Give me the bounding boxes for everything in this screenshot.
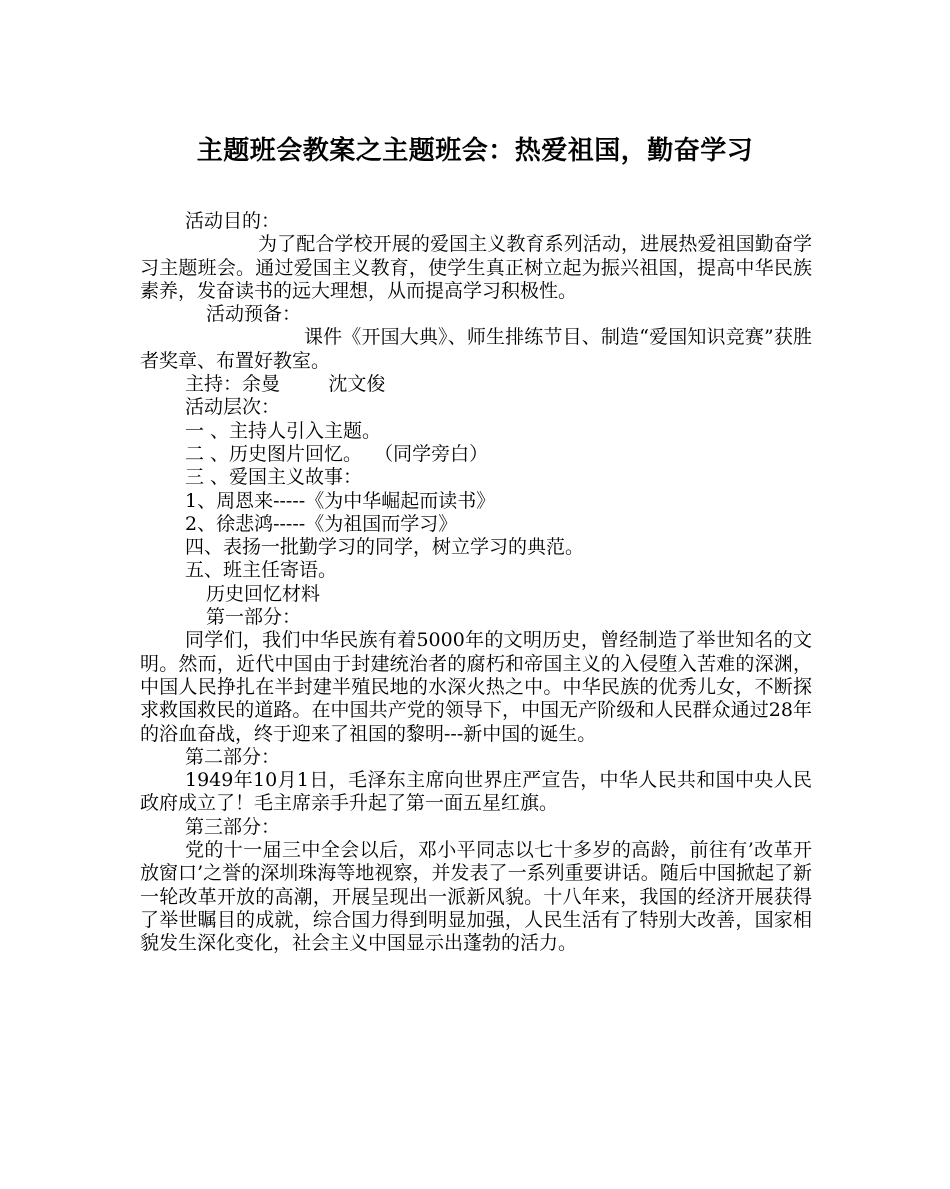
levels-label: 活动层次： [185,396,281,419]
purpose-label: 活动目的： [185,210,281,232]
story-item-2: 2、徐悲鸿-----《为祖国而学习》 [185,512,458,535]
document-title: 主题班会教案之主题班会：热爱祖国，勤奋学习 [196,136,754,166]
purpose-paragraph: 为了配合学校开展的爱国主义教育系列活动，进展热爱祖国勤奋学习主题班会。通过爱国主义教育，使学生真正树立起为振兴祖国，提高中华民族素养，发奋读书的远大理想，从而提高学习积极性。 [140,233,812,302]
part2-paragraph: 1949年10月1日，毛泽东主席向世界庄严宣告，中华人民共和国中央人民政府成立了！毛主席亲手升起了第一面五星红旗。 [140,769,812,815]
part3-paragraph: 党的十一届三中全会以后，邓小平同志以七十多岁的高龄，前往有’改革开放窗口’之誉的深圳珠海等地视察，并发表了一系列重要讲话。随后中国掀起了新一轮改革开放的高潮，开展呈现出一派新风貌。十八年来，我国的经济开展获得了举世瞩目的成就，综合国力得到明显加强，人民生活有了特别大改善，国家相貌发生深化变化，社会主义中国显示出蓬勃的活力。 [140,839,812,955]
history-heading: 历史回忆材料 [206,582,321,605]
host-line: 主持：余曼 沈文俊 [185,373,386,396]
prep-paragraph: 课件《开国大典》、师生排练节目、制造“爱国知识竞赛”获胜者奖章、布置好教室。 [140,326,812,372]
part1-label: 第一部分： [206,606,302,629]
prep-label: 活动预备： [206,303,302,326]
level-item-1: 一 、主持人引入主题。 [185,419,382,442]
story-item-1: 1、周恩来-----《为中华崛起而读书》 [185,489,496,512]
part2-label: 第二部分： [185,745,281,768]
level-item-3: 三 、爱国主义故事： [185,466,363,489]
part1-paragraph: 同学们，我们中华民族有着5000年的文明历史，曾经制造了举世知名的文明。然而，近代中国由于封建统治者的腐朽和帝国主义的入侵堕入苦难的深渊，中国人民挣扎在半封建半殖民地的水深火热之中。中华民族的优秀儿女，不断探求救国救民的道路。在中国共产党的领导下，中国无产阶级和人民群众通过28年的浴血奋战，终于迎来了祖国的黎明---新中国的诞生。 [140,629,812,745]
level-item-2: 二 、历史图片回忆。 （同学旁白） [185,442,489,465]
part3-label: 第三部分： [185,815,281,838]
level-item-5: 五、班主任寄语。 [185,559,338,582]
level-item-4: 四、表扬一批勤学习的同学，树立学习的典范。 [185,536,585,559]
document-body [140,210,812,956]
